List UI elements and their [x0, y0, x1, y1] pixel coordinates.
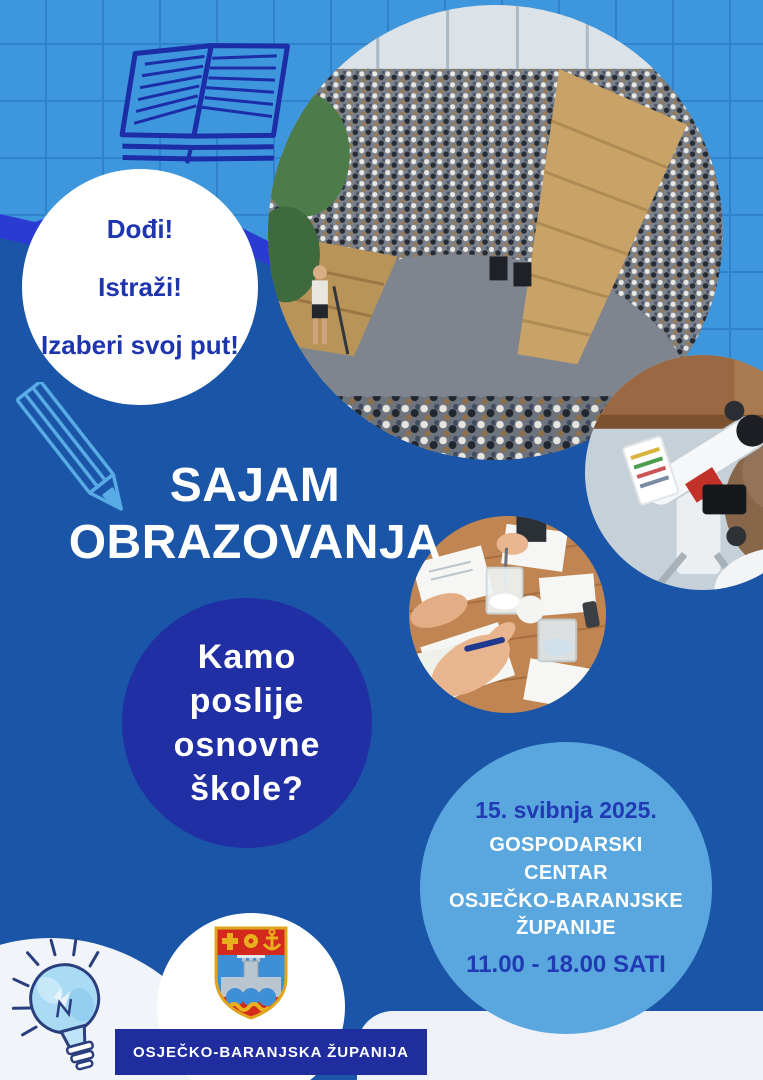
event-venue-line-4: ŽUPANIJE — [516, 917, 616, 940]
event-venue-line-3: OSJEČKO-BARANJSKE — [448, 889, 684, 912]
title-line-2: OBRAZOVANJA — [68, 515, 442, 569]
event-venue-line-1: GOSPODARSKI — [489, 834, 643, 857]
tagline-line-3: Izaberi svoj put! — [41, 329, 239, 360]
event-date: 15. svibnja 2025. — [475, 797, 657, 824]
tagline-circle — [22, 169, 258, 405]
event-venue-line-2: CENTAR — [524, 861, 608, 884]
organization-banner — [115, 1029, 427, 1075]
question-line-3: osnovne — [173, 726, 321, 764]
coat-of-arms-emblem — [213, 925, 289, 1021]
poster-title — [25, 458, 485, 571]
organization-name: OSJEČKO-BARANJSKA ŽUPANIJA — [132, 1043, 410, 1061]
question-line-4: škole? — [190, 770, 304, 809]
question-line-1: Kamo — [197, 637, 297, 676]
title-line-1: SAJAM — [169, 459, 341, 512]
event-info-circle — [420, 742, 712, 1034]
tagline-line-1: Dođi! — [106, 213, 174, 244]
event-hours: 11.00 - 18.00 SATI — [466, 950, 666, 978]
tagline-line-2: Istraži! — [98, 271, 182, 302]
question-line-2: poslije — [189, 681, 305, 720]
question-circle — [122, 598, 372, 848]
